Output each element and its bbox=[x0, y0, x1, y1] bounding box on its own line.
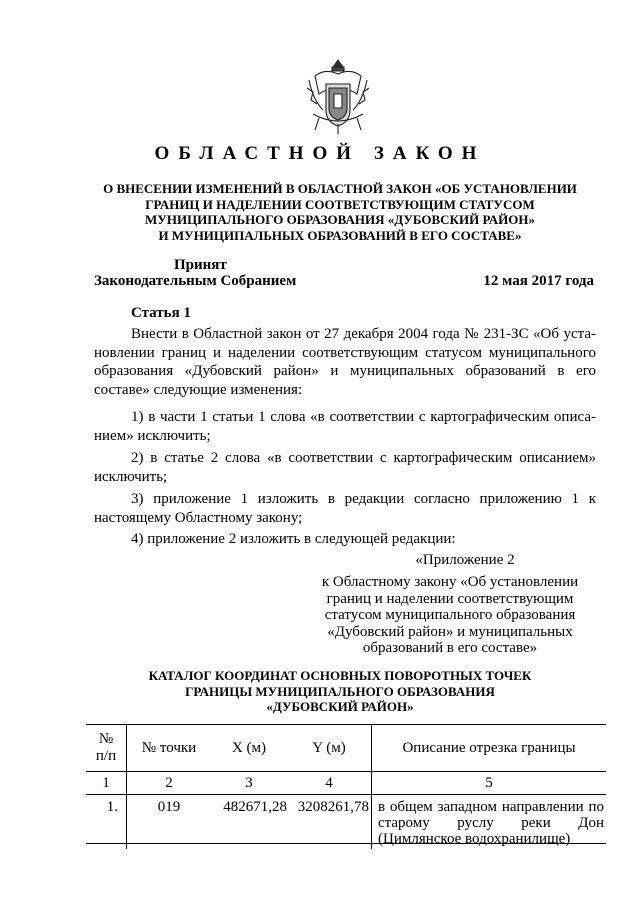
adopted-label: Принят bbox=[174, 257, 227, 273]
table-column-numbers-row bbox=[86, 772, 606, 795]
header-num bbox=[86, 725, 127, 772]
cell-num: 1. bbox=[86, 795, 127, 850]
header-num-line: № bbox=[98, 731, 114, 747]
col-number: 4 bbox=[287, 772, 372, 795]
text-line: 2) в статье 2 слова «в соответствии с картографическим описанием» bbox=[131, 450, 596, 466]
table-bottom-rule bbox=[86, 843, 606, 844]
rostov-oblast-coat-of-arms-icon bbox=[299, 58, 377, 136]
catalog-title-line: КАТАЛОГ КООРДИНАТ ОСНОВНЫХ ПОВОРОТНЫХ ТОЧЕК bbox=[148, 668, 532, 683]
table-row bbox=[86, 795, 606, 850]
col-number: 3 bbox=[211, 772, 287, 795]
subtitle-line: И МУНИЦИПАЛЬНЫХ ОБРАЗОВАНИЙ В ЕГО СОСТАВЕ» bbox=[158, 227, 522, 243]
document-title: ОБЛАСТНОЙ ЗАКОН bbox=[154, 143, 486, 164]
appendix-line: «Дубовский район» и муниципальных bbox=[327, 623, 573, 640]
text-line: исключить; bbox=[94, 468, 168, 485]
header-x: X (м) bbox=[211, 725, 287, 772]
cell-y: 3208261,78 bbox=[287, 795, 372, 850]
col-number: 5 bbox=[372, 772, 607, 795]
appendix-line: образований в его составе» bbox=[362, 640, 538, 656]
text-line: образования «Дубовский район» и муниципальных образований в его bbox=[94, 363, 596, 379]
catalog-title-line: ГРАНИЦЫ МУНИЦИПАЛЬНОГО ОБРАЗОВАНИЯ bbox=[185, 683, 495, 699]
header-desc: Описание отрезка границы bbox=[372, 725, 607, 772]
document-subtitle bbox=[80, 181, 600, 243]
header-point: № точки bbox=[127, 725, 212, 772]
subtitle-line: ГРАНИЦ И НАДЕЛЕНИИ СООТВЕТСТВУЮЩИМ СТАТУСОМ bbox=[145, 196, 535, 212]
text-line: Внести в Областной закон от 27 декабря 2004 года № 231-ЗС «Об уста- bbox=[131, 326, 596, 342]
article-item-3 bbox=[94, 490, 596, 527]
text-line: составе» следующие изменения: bbox=[94, 381, 303, 398]
header-num-line: п/п bbox=[95, 748, 117, 764]
cell-point: 019 bbox=[157, 799, 181, 815]
catalog-title-line: «ДУБОВСКИЙ РАЙОН» bbox=[266, 699, 414, 714]
col-number: 2 bbox=[127, 772, 212, 795]
article-intro bbox=[94, 325, 596, 399]
text-line: 3) приложение 1 изложить в редакции согласно приложению 1 к bbox=[131, 491, 596, 507]
adopted-by: Законодательным Собранием bbox=[94, 273, 297, 289]
coordinates-table bbox=[86, 724, 606, 849]
catalog-title bbox=[80, 668, 600, 715]
appendix-line: к Областному закону «Об установлении bbox=[321, 574, 579, 590]
article-item-2 bbox=[94, 449, 596, 486]
col-number: 1 bbox=[86, 772, 127, 795]
text-line: 1) в части 1 статьи 1 слова «в соответствии с картографическим описа- bbox=[131, 409, 596, 425]
article-item-4 bbox=[94, 530, 596, 549]
text-line: нием» исключить; bbox=[94, 427, 211, 444]
subtitle-line: МУНИЦИПАЛЬНОГО ОБРАЗОВАНИЯ «ДУБОВСКИЙ РАЙОН» bbox=[145, 212, 535, 227]
text-line: настоящему Областному закону; bbox=[94, 509, 303, 526]
adopted-date: 12 мая 2017 года bbox=[483, 273, 594, 289]
article-heading: Статья 1 bbox=[131, 305, 191, 321]
article-item-1 bbox=[94, 408, 596, 445]
appendix-line: границ и наделении соответствующим bbox=[326, 590, 574, 607]
appendix-line: статусом муниципального образования bbox=[324, 607, 576, 623]
text-line: 4) приложение 2 изложить в следующей редакции: bbox=[131, 531, 456, 547]
appendix-reference bbox=[300, 574, 600, 657]
header-y: Y (м) bbox=[287, 725, 372, 772]
cell-x: 482671,28 bbox=[223, 799, 287, 815]
text-line: новлении границ и наделении соответствующим статусом муниципального bbox=[94, 344, 596, 361]
cell-desc: в общем западном направлении по старому руслу реки Дон (Цимлянское водохранилище) bbox=[378, 799, 604, 847]
subtitle-line: О ВНЕСЕНИИ ИЗМЕНЕНИЙ В ОБЛАСТНОЙ ЗАКОН «ОБ УСТАНОВЛЕНИИ bbox=[103, 181, 577, 196]
table-header-row bbox=[86, 725, 606, 772]
appendix-title: «Приложение 2 bbox=[415, 552, 515, 568]
